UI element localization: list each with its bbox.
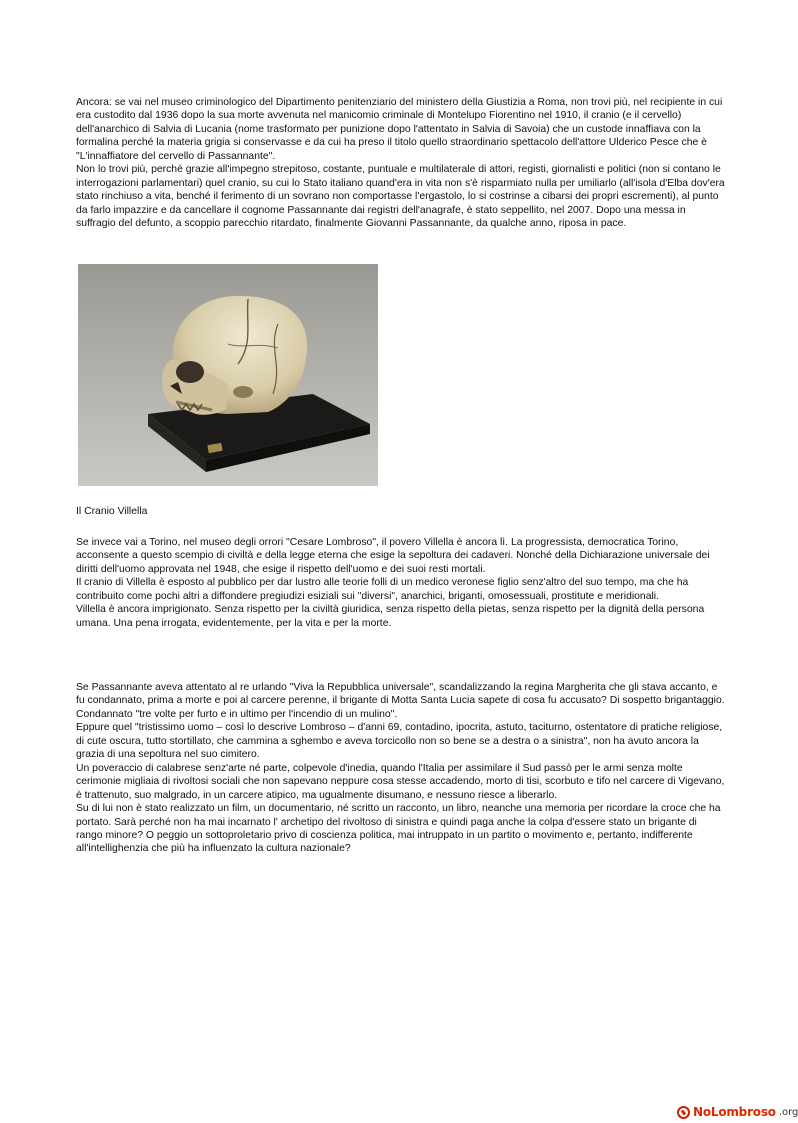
text-paragraph: Se Passannante aveva attentato al re urlando "Viva la Repubblica universale", scandalizzando la regina Margherita che gli stava accanto, e fu condannato, prima a morte e poi al carcere perenne, il brigante di Motta Santa Lucia sapete di cosa fu accusato? Di sospetto brigantaggio. Condannato "tre volte per furto e in ultimo per l'incendio di un mulino". [76,682,725,720]
article-paragraph-passannante [76,96,726,231]
nolombroso-watermark [677,1102,798,1122]
article-paragraph-brigante [76,681,726,856]
text-paragraph: Il cranio di Villella è esposto al pubblico per dar lustro alle teorie folli di un medico veronese figlio senz'altro del suo tempo, ma che ha contribuito come pochi altri a diffondere pregiudizi esiziali sui "diversi", anarchici, briganti, omosessuali, prostitute e meridionali. [76,577,689,602]
watermark-tld: .org [778,1106,798,1118]
text-paragraph: Ancora: se vai nel museo criminologico del Dipartimento penitenziario del ministero della Giustizia a Roma, non trovi più, nel recipiente in cui era custodito dal 1936 dopo la sua morte avvenuta nel manicomio criminale di Montelupo Fiorentino nel 1910, il cranio (e il cervello) dell'anarchico di Salvia di Lucania (nome trasformato per punizione dopo l'attentato in Salvia di Savoia) che un custode innaffiava con la formalina perché la materia grigia si conservasse e da cui ha preso il titolo quello straordinario spettacolo dell'attore Ulderico Pesce che è "L'innaffiatore del cervello di Passannante". [76,97,723,162]
text-paragraph: Eppure quel "tristissimo uomo – così lo descrive Lombroso – d'anni 69, contadino, ipocrita, astuto, taciturno, ostentatore di pratiche religiose, di cute oscura, tutto stortillato, che cammina a sghembo e aveva torcicollo non so bene se a destra o a sinistra", non ha avuto ancora la grazia di una sepoltura nel suo cimitero. [76,722,723,761]
text-paragraph: Non lo trovi più, perché grazie all'impegno strepitoso, costante, puntuale e multilaterale di attori, registi, giornalisti e politici (non si contano le interrogazioni parlamentari) quel cranio, su cui lo Stato italiano quand'era in vita non s'è risparmiato nulla per umiliarlo (all'isola d'Elba dov'era stato rinchiuso a vita, benché il ferimento di un sovrano non comportasse l'ergastolo, lo si costrinse a cibarsi dei propri escrementi), al punto da farlo impazzire e da cancellare il cognome Passannante dai registri dell'anagrafe, è stato seppellito, nel 2007. Dopo una messa in suffragio del defunto, a scoppio parecchio ritardato, finalmente Giovanni Passannante, da qualche anno, riposa in pace. [76,164,725,230]
text-paragraph: Villella è ancora imprigionato. Senza rispetto per la civiltà giuridica, senza rispetto della pietas, senza rispetto per la dignità della persona umana. Una pena irrogata, evidentemente, per la vita e per la morte. [76,604,705,629]
watermark-brand: NoLombroso [693,1105,776,1119]
photo-caption: Il Cranio Villella [76,506,148,517]
text-paragraph: Se invece vai a Torino, nel museo degli orrori "Cesare Lombroso", il povero Villella è ancora lì. La progressista, democratica Torino, acconsente a questo scempio di civiltà e della legge eterna che esige la sepoltura dei cadaveri. Nonché della Dichiarazione universale dei diritti dell'uomo approvata nel 1948, che esige il rispetto dell'uomo e dei suoi resti mortali. [76,537,710,575]
text-paragraph: Un poveraccio di calabrese senz'arte né parte, colpevole d'inedia, quando l'Italia per assimilare il Sud passò per le armi senza molte cerimonie migliaia di rivoltosi sociali che non sapevano neppure cosa stesse accadendo, morto di tisi, scorbuto e tifo nel carcere di Vigevano, è trattenuto, suo malgrado, in un carcere atipico, ma ugualmente disumano, e nessuno riesce a liberarlo. [76,762,725,801]
skull-photo [78,264,378,486]
article-paragraph-villella [76,536,726,630]
text-paragraph: Su di lui non è stato realizzato un film, un documentario, né scritto un racconto, un libro, neanche una memoria per ricordare la croce che ha portato. Sarà perché non ha mai incarnato l' archetipo del rivoltoso di sinistra e quindi paga anche la colpa d'essere stato un brigante di rango minore? O peggio un sottoproletario privo di coscienza politica, mai intruppato in un partito o movimento e, pertanto, indifferente all'intellighenzia che più ha influenzato la cultura nazionale? [76,803,721,855]
no-sign-icon [677,1106,690,1119]
